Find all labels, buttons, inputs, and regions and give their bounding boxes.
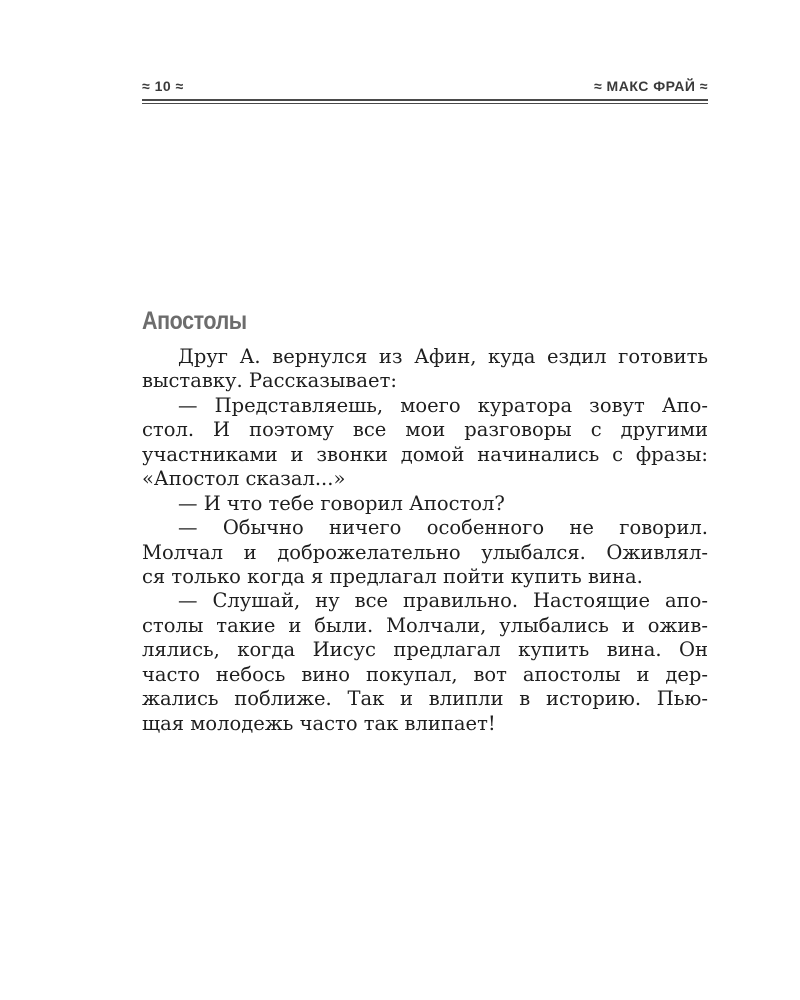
- text-line: выставку. Рассказывает:: [142, 369, 397, 393]
- text-line: — И что тебе говорил Апостол?: [178, 491, 505, 515]
- header-rule-thick: [142, 99, 708, 101]
- text-line: столы такие и были. Молчали, улыбались и ожив-: [142, 613, 708, 637]
- text-line: стол. И поэтому все мои разговоры с другими: [142, 418, 708, 442]
- text-line: — Представляешь, моего куратора зовут Апо-: [178, 393, 708, 417]
- text-line: щая молодежь часто так влипает!: [142, 711, 496, 735]
- text-line: Друг А. вернулся из Афин, куда ездил готовить: [178, 345, 708, 368]
- text-line: лялись, когда Иисус предлагал купить вина. Он: [142, 638, 708, 662]
- text-line: — Обычно ничего особенного не говорил.: [178, 516, 708, 540]
- text-line: «Апостол сказал...»: [142, 467, 346, 491]
- text-line: часто небось вино покупал, вот апостолы и дер-: [142, 662, 708, 686]
- header-rule-thin: [142, 103, 708, 104]
- page-number: ≈ 10 ≈: [142, 78, 184, 94]
- body-text: [142, 345, 708, 736]
- running-title: ≈ МАКС ФРАЙ ≈: [593, 78, 708, 94]
- running-header: [142, 76, 708, 98]
- text-line: Молчал и доброжелательно улыбался. Оживлял-: [142, 540, 708, 564]
- text-line: жались поближе. Так и влипли в историю. Пью-: [142, 687, 708, 711]
- text-line: ся только когда я предлагал пойти купить вина.: [142, 564, 643, 588]
- chapter-title: Апостолы: [142, 307, 247, 335]
- text-line: — Слушай, ну все правильно. Настоящие апо-: [178, 589, 708, 613]
- text-line: участниками и звонки домой начинались с фразы:: [142, 442, 708, 466]
